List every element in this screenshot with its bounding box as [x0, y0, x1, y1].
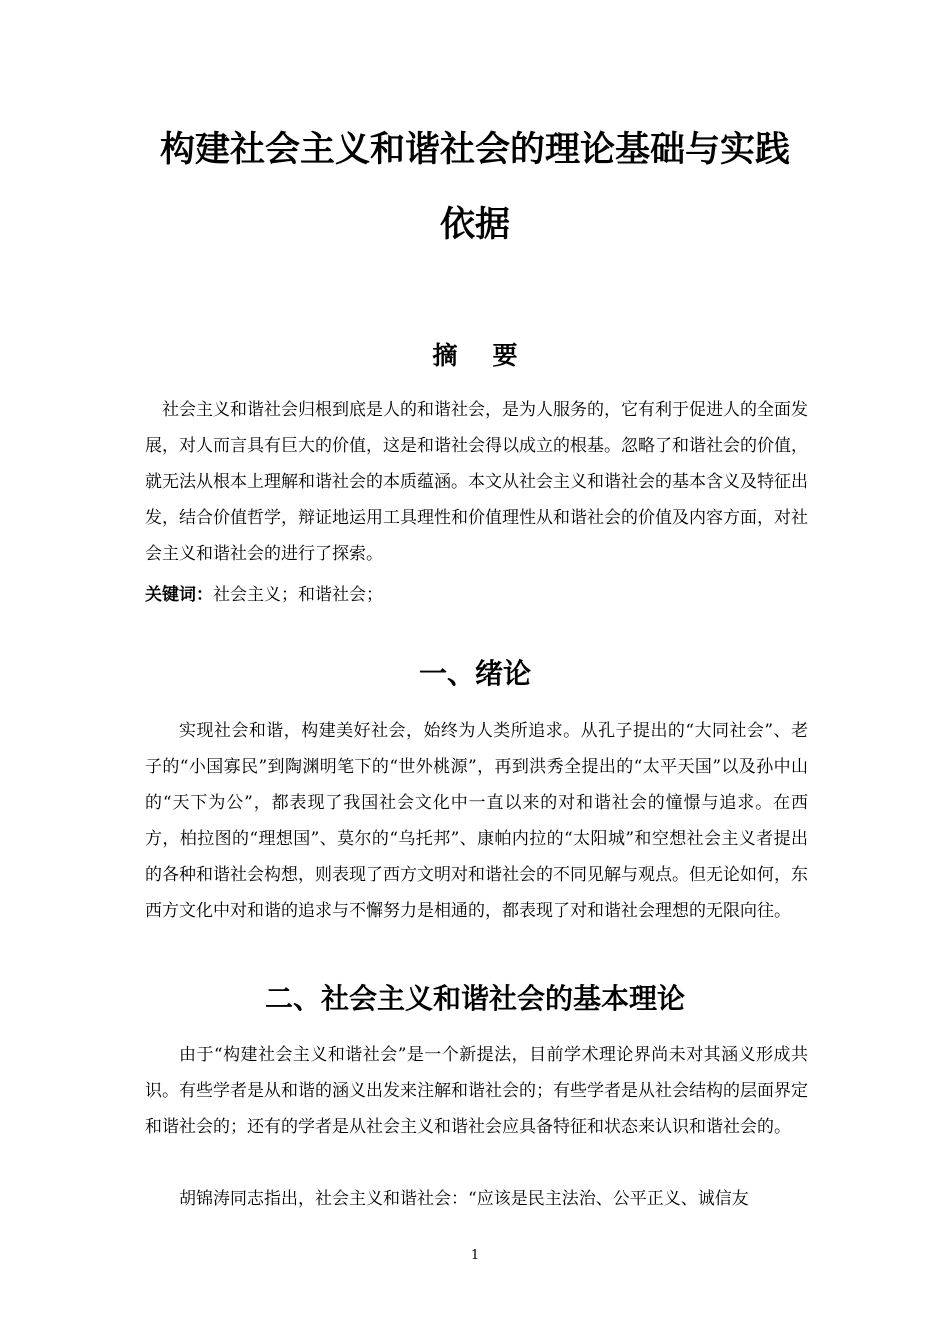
document-title-line-1: 构建社会主义和谐社会的理论基础与实践: [159, 130, 790, 170]
keywords-label: 关键词：: [145, 585, 213, 605]
abstract-paragraph: 社会主义和谐社会归根到底是人的和谐社会，是为人服务的，它有利于促进人的全面发展，对人而言具有巨大的价值，这是和谐社会得以成立的根基。忽略了和谐社会的价值，就无法从根本上理解和谐社会的本质蕴涵。本文从社会主义和谐社会的基本含义及特征出发，结合价值哲学，辩证地运用工具理性和价值理性从和谐社会的价值及内容方面，对社会主义和谐社会的进行了探索。: [145, 400, 808, 564]
section-2-heading: 二、社会主义和谐社会的基本理论: [264, 982, 685, 1015]
document-title-line-2: 依据: [439, 205, 510, 245]
page-number: 1: [470, 1248, 480, 1263]
section-2-paragraph-1: 由于“构建社会主义和谐社会”是一个新提法，目前学术理论界尚未对其涵义形成共识。有些学者是从和谐的涵义出发来注解和谐社会的；有些学者是从社会结构的层面界定和谐社会的；还有的学者是从社会主义和谐社会应具备特征和状态来认识和谐社会的。: [145, 1045, 808, 1137]
section-1-paragraph: 实现社会和谐，构建美好社会，始终为人类所追求。从孔子提出的“大同社会”、老子的“小国寡民”到陶渊明笔下的“世外桃源”，再到洪秀全提出的“太平天国”以及孙中山的“天下为公”，都表现了我国社会文化中一直以来的对和谐社会的憧憬与追求。在西方，柏拉图的“理想国”、莫尔的“乌托邦”、康帕内拉的“太阳城”和空想社会主义者提出的各种和谐社会构想，则表现了西方文明对和谐社会的不同见解与观点。但无论如何，东西方文化中对和谐的追求与不懈努力是相通的，都表现了对和谐社会理想的无限向往。: [145, 721, 808, 921]
section-1-heading: 一、绪论: [418, 657, 531, 690]
section-2-paragraph-2: 胡锦涛同志指出，社会主义和谐社会：“应该是民主法治、公平正义、诚信友: [179, 1189, 749, 1209]
keywords-text: 社会主义；和谐社会；: [213, 585, 383, 605]
keywords-line: [145, 577, 808, 613]
abstract-heading: 摘要: [432, 341, 553, 370]
